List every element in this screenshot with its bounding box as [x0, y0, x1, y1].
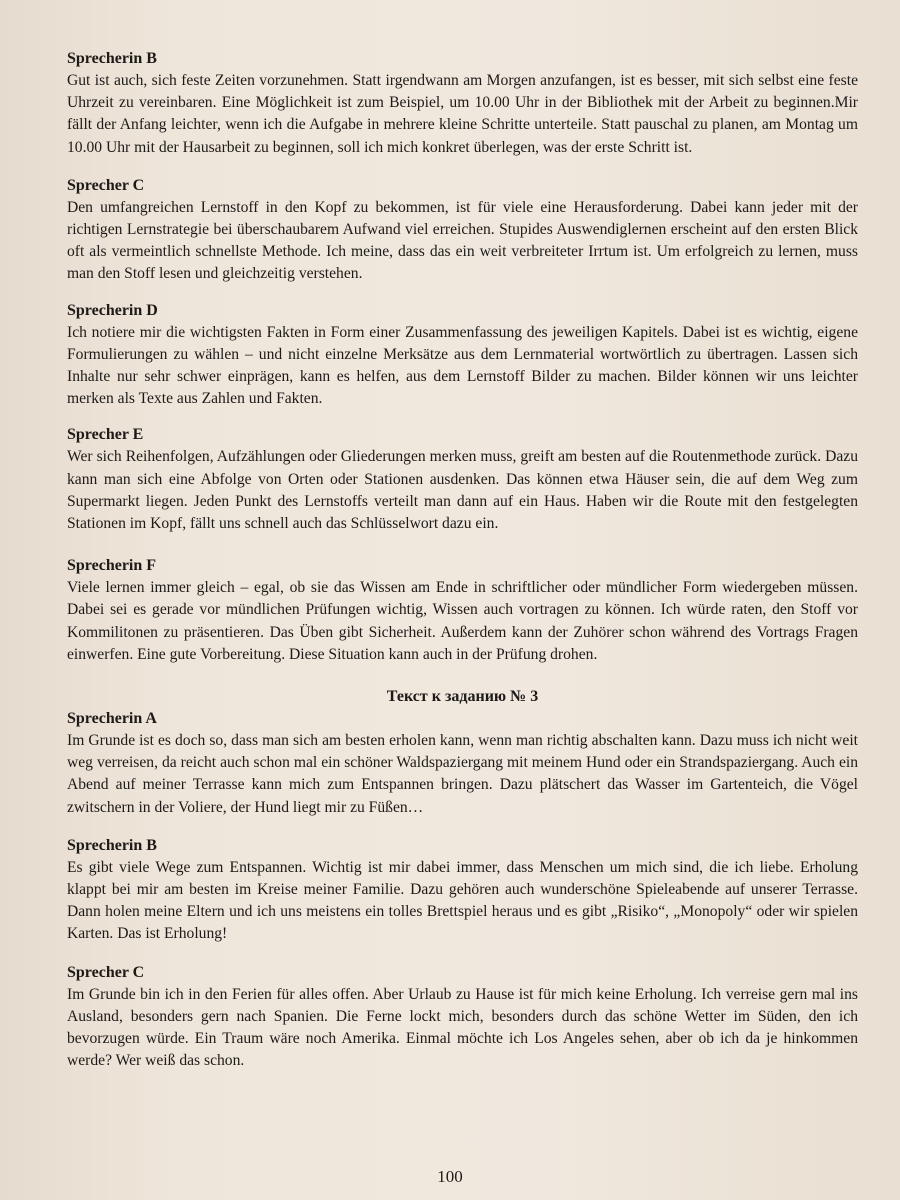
- speaker-block-a: [67, 708, 858, 819]
- speaker-text: Im Grunde bin ich in den Ferien für alles offen. Aber Urlaub zu Hause ist für mich keine Erholung. Ich verreise gern mal ins Ausland, besonders gern nach Spanien. Die Ferne lockt mich, besonders durch das schöne Wetter im Süden, den ich bevorzugen würde. Ein Traum wäre noch Amerika. Einmal möchte ich Los Angeles sehen, aber ob ich da je hinkommen werde? Wer weiß das schon.: [67, 985, 858, 1070]
- speaker-block-f: [67, 555, 858, 666]
- speaker-text: Viele lernen immer gleich – egal, ob sie das Wissen am Ende in schriftlicher oder mündlicher Form wiedergeben müssen. Dabei sei es gerade vor mündlichen Prüfungen wichtig, Wissen auch vortragen zu können. Ich würde raten, den Stoff vor Kommilitonen zu präsentieren. Das Üben gibt Sicherheit. Außerdem kann der Zuhörer schon während des Vortrags Fragen einwerfen. Eine gute Vorbereitung. Diese Situation kann auch in der Prüfung drohen.: [67, 579, 858, 663]
- speaker-name: Sprecherin A: [67, 710, 157, 728]
- speaker-name: Sprecher C: [67, 963, 145, 981]
- speaker-block-c-1: [67, 175, 858, 286]
- page-content: [67, 48, 858, 1073]
- speaker-name: Sprecherin F: [67, 557, 157, 575]
- speaker-block-d: [67, 300, 858, 411]
- speaker-text: Gut ist auch, sich feste Zeiten vorzunehmen. Statt irgendwann am Morgen anzufangen, ist es besser, mit sich selbst eine feste Uhrzeit zu vereinbaren. Eine Möglichkeit ist zum Beispiel, um 10.00 Uhr in der Bibliothek mit der Arbeit zu beginnen.Mir fällt der Anfang leichter, wenn ich die Aufgabe in mehrere kleine Schritte unterteile. Statt pauschal zu planen, am Montag um 10.00 Uhr mit der Hausarbeit zu beginnen, soll ich mich konkret überlegen, was der erste Schritt ist.: [67, 72, 858, 156]
- page-number: 100: [437, 1167, 463, 1186]
- speaker-text: Den umfangreichen Lernstoff in den Kopf zu bekommen, ist für viele eine Herausforderung. Dabei kann jeder mit der richtigen Lernstrategie bei überschaubarem Aufwand viel erreichen. Stupides Auswendiglernen erscheint auf den ersten Blick oft als vermeintlich schnellste Methode. Ich meine, dass das ein weit verbreiteter Irrtum ist. Um erfolgreich zu lernen, muss man den Stoff lesen und gleichzeitig verstehen.: [67, 198, 858, 283]
- speaker-block-b-1: [67, 48, 858, 159]
- speaker-block-b-2: [67, 835, 858, 946]
- speaker-name: Sprecher C: [67, 176, 145, 194]
- speaker-text: Wer sich Reihenfolgen, Aufzählungen oder Gliederungen merken muss, greift am besten auf die Routenmethode zurück. Dazu kann man sich eine Abfolge von Orten oder Stationen ausdenken. Das können etwa Häuser sein, die auf dem Weg zum Supermarkt liegen. Jeden Punkt des Lernstoffs verteilt man dann auf ein Haus. Haben wir die Route mit den festgelegten Stationen im Kopf, fällt uns schnell auch das Schlüsselwort dazu ein.: [67, 448, 858, 533]
- speaker-text: Im Grunde ist es doch so, dass man sich am besten erholen kann, wenn man richtig abschalten kann. Dazu muss ich nicht weit weg verreisen, da reicht auch schon mal ein schöner Waldspaziergang mit meinem Hund oder ein Strandspaziergang. Auch ein Abend auf meiner Terrasse kann mich zum Entspannen bringen. Dazu plätschert das Wasser im Gartenteich, die Vögel zwitschern in der Voliere, der Hund liegt mir zu Füßen…: [67, 732, 858, 816]
- speaker-block-c-2: [67, 962, 858, 1073]
- speaker-name: Sprecherin B: [67, 836, 157, 854]
- speaker-name: Sprecherin B: [67, 50, 157, 67]
- speaker-name: Sprecherin D: [67, 301, 158, 319]
- speaker-text: Ich notiere mir die wichtigsten Fakten in Form einer Zusammenfassung des jeweiligen Kapitels. Dabei ist es wichtig, eigene Formulierungen zu wählen – und nicht einzelne Merksätze aus dem Lernmaterial wortwörtlich zu übertragen. Lassen sich Inhalte nur sehr schwer einprägen, kann es helfen, aus dem Lernstoff Bilder zu machen. Bilder können wir uns leichter merken als Texte aus Zahlen und Fakten.: [67, 323, 858, 408]
- speaker-block-e: [67, 424, 858, 535]
- section-title: Текст к заданию № 3: [386, 688, 539, 706]
- speaker-name: Sprecher E: [67, 426, 144, 444]
- speaker-text: Es gibt viele Wege zum Entspannen. Wichtig ist mir dabei immer, dass Menschen um mich sind, die ich liebe. Erholung klappt bei mir am besten im Kreise meiner Familie. Dazu gehören auch wunderschöne Spieleabende auf unserer Terrasse. Dann holen meine Eltern und ich uns meistens ein tolles Brettspiel heraus und es gibt „Risiko“, „Monopoly“ oder wir spielen Karten. Das ist Erholung!: [67, 858, 858, 943]
